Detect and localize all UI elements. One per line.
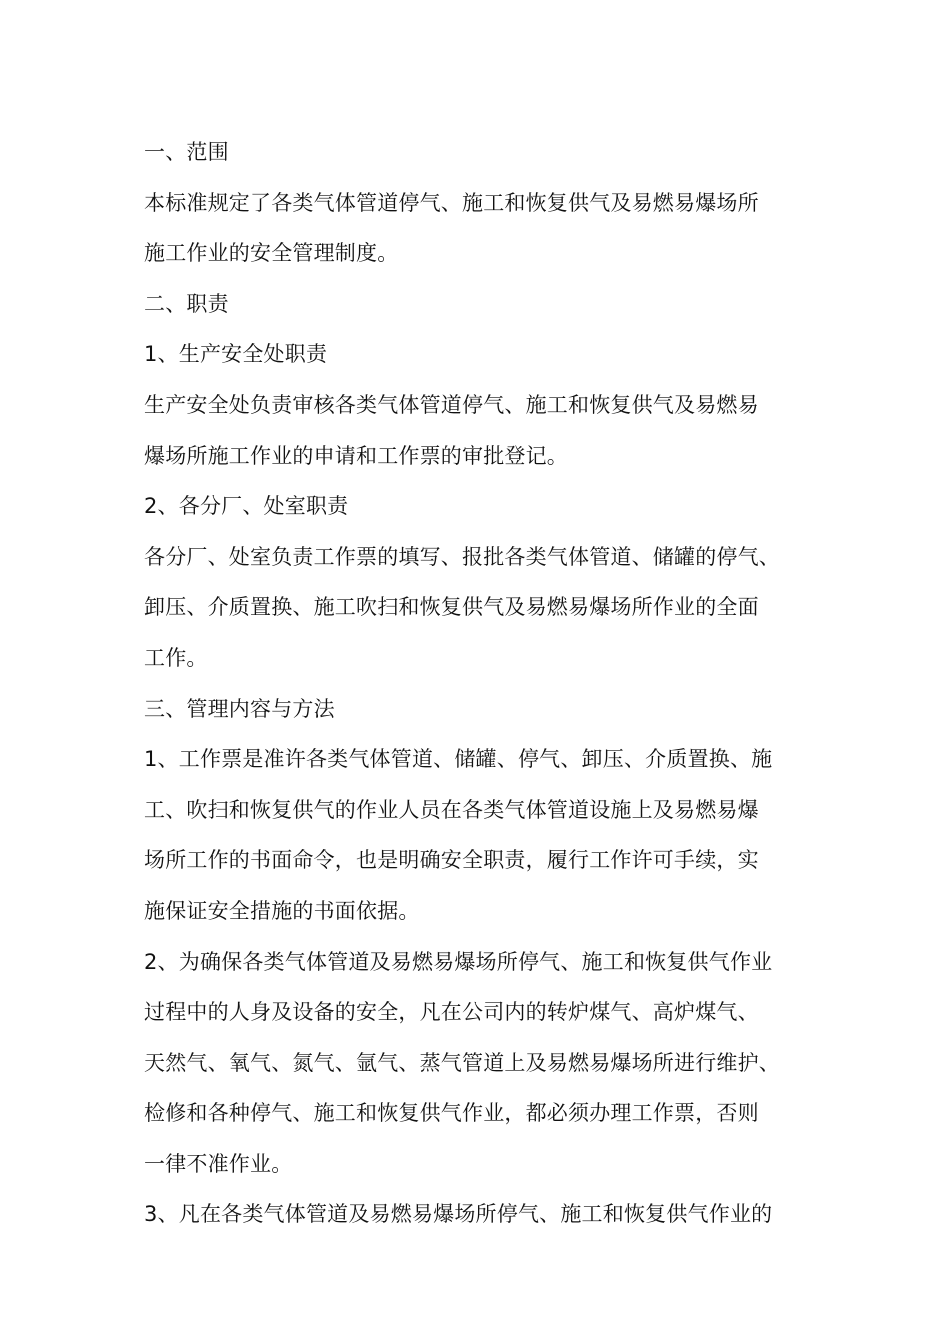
section-heading-duties: 二、职责 — [144, 291, 229, 316]
section-heading-management: 三、管理内容与方法 — [144, 696, 335, 721]
paragraph-line: 施保证安全措施的书面依据。 — [144, 898, 420, 923]
subheading-branch-duties: 2、各分厂、处室职责 — [144, 494, 349, 519]
paragraph-line: 一律不准作业。 — [144, 1151, 293, 1176]
paragraph-line: 工、吹扫和恢复供气的作业人员在各类气体管道设施上及易燃易爆 — [144, 797, 759, 822]
paragraph-line: 本标准规定了各类气体管道停气、施工和恢复供气及易燃易爆场所 — [144, 190, 759, 215]
document-body — [144, 127, 814, 1240]
paragraph-line: 场所工作的书面命令，也是明确安全职责，履行工作许可手续，实 — [144, 848, 759, 873]
paragraph-line: 工作。 — [144, 645, 208, 670]
paragraph-line: 天然气、氧气、氮气、氩气、蒸气管道上及易燃易爆场所进行维护、 — [144, 1050, 780, 1075]
paragraph-line: 2、为确保各类气体管道及易燃易爆场所停气、施工和恢复供气作业 — [144, 949, 773, 974]
paragraph-line: 生产安全处负责审核各类气体管道停气、施工和恢复供气及易燃易 — [144, 392, 759, 417]
paragraph-line: 各分厂、处室负责工作票的填写、报批各类气体管道、储罐的停气、 — [144, 544, 780, 569]
paragraph-line: 过程中的人身及设备的安全，凡在公司内的转炉煤气、高炉煤气、 — [144, 1000, 759, 1025]
subheading-safety-office: 1、生产安全处职责 — [144, 342, 328, 367]
paragraph-line: 3、凡在各类气体管道及易燃易爆场所停气、施工和恢复供气作业的 — [144, 1202, 773, 1227]
paragraph-line: 检修和各种停气、施工和恢复供气作业，都必须办理工作票，否则 — [144, 1101, 759, 1126]
paragraph-line: 爆场所施工作业的申请和工作票的审批登记。 — [144, 443, 568, 468]
paragraph-line: 卸压、介质置换、施工吹扫和恢复供气及易燃易爆场所作业的全面 — [144, 595, 759, 620]
paragraph-line: 1、工作票是准许各类气体管道、储罐、停气、卸压、介质置换、施 — [144, 747, 773, 772]
section-heading-scope: 一、范围 — [144, 140, 229, 164]
paragraph-line: 施工作业的安全管理制度。 — [144, 241, 399, 266]
